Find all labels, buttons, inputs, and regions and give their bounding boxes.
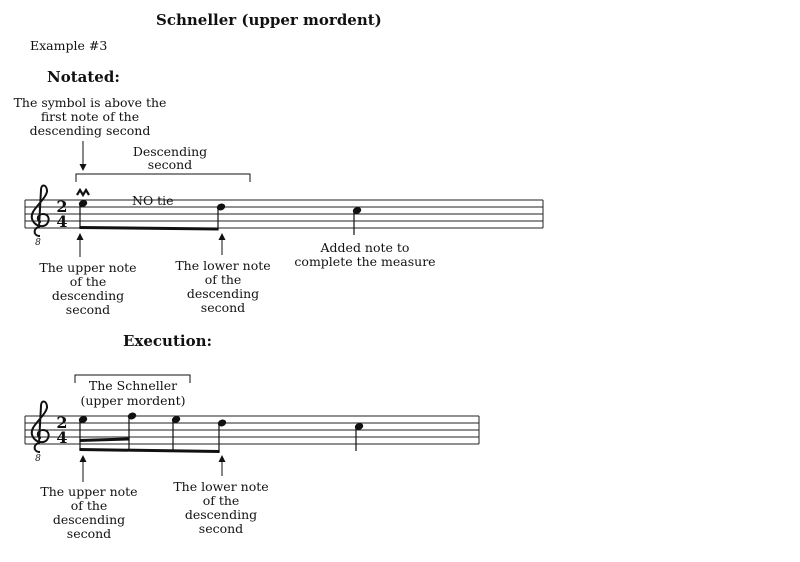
- lower-note-line-4: second: [200, 300, 246, 315]
- note-e-first: [78, 415, 88, 450]
- bracket-label-line-2: second: [147, 157, 193, 172]
- upper-note-line-4: second: [65, 302, 111, 317]
- up-arrow-icon: [77, 233, 84, 257]
- exec-lower-note-line-3: descending: [184, 507, 258, 522]
- treble-clef-icon: [32, 186, 49, 249]
- time-signature: [56, 413, 67, 447]
- lower-note-annotation: [175, 258, 270, 315]
- upper-note-line-1: The upper note: [39, 260, 137, 275]
- symbol-note-line-3: descending second: [29, 123, 151, 138]
- time-signature-denominator: 4: [56, 428, 68, 447]
- upper-note-line-3: descending: [51, 288, 125, 303]
- upper-note-annotation: [39, 260, 136, 317]
- upper-mordent-icon: [77, 190, 89, 195]
- exec-lower-note-annotation: [173, 479, 268, 536]
- exec-upper-note-annotation: [40, 484, 137, 541]
- note-d: [217, 418, 227, 452]
- exec-upper-note-line-1: The upper note: [40, 484, 138, 499]
- note-c: [354, 422, 364, 451]
- down-arrow-icon: [80, 141, 87, 171]
- upper-note-line-2: of the: [69, 274, 107, 289]
- schneller-label-line-2: (upper mordent): [80, 393, 186, 408]
- exec-lower-note-line-2: of the: [202, 493, 240, 508]
- exec-lower-note-line-1: The lower note: [173, 479, 269, 494]
- lower-note-line-1: The lower note: [175, 258, 271, 273]
- note-e-upper: [78, 199, 88, 228]
- up-arrow-icon: [219, 233, 226, 255]
- beam: [79, 438, 219, 454]
- bracket-label-line-1: Descending: [132, 144, 208, 159]
- lower-note-line-2: of the: [204, 272, 242, 287]
- added-note-annotation: [294, 240, 435, 269]
- notated-heading: Notated:: [47, 68, 120, 86]
- exec-upper-note-line-3: descending: [52, 512, 126, 527]
- schneller-label-line-1: The Schneller: [88, 378, 178, 393]
- note-e-second: [171, 415, 181, 451]
- symbol-note-line-2: first note of the: [40, 109, 140, 124]
- exec-lower-note-line-4: second: [198, 521, 244, 536]
- up-arrow-icon: [219, 455, 226, 476]
- clef-octave-mark: 8: [35, 454, 41, 464]
- added-note-line-2: complete the measure: [294, 254, 436, 269]
- example-label: Example #3: [30, 38, 108, 53]
- symbol-note-line-1: The symbol is above the: [13, 95, 167, 110]
- time-signature: [56, 197, 67, 231]
- exec-upper-note-line-4: second: [66, 526, 112, 541]
- descending-second-bracket: [76, 144, 250, 182]
- no-tie-label: NO tie: [132, 193, 174, 208]
- symbol-annotation: [14, 95, 167, 138]
- time-signature-numerator: 2: [56, 197, 68, 216]
- treble-clef-icon: [32, 402, 49, 465]
- execution-heading: Execution:: [123, 332, 213, 350]
- exec-upper-note-line-2: of the: [70, 498, 108, 513]
- note-d-lower: [216, 202, 226, 229]
- beam: [79, 226, 218, 231]
- time-signature-denominator: 4: [56, 212, 68, 231]
- time-signature-numerator: 2: [56, 413, 68, 432]
- schneller-bracket: [75, 375, 190, 408]
- staff-notated: [25, 200, 543, 228]
- clef-octave-mark: 8: [35, 238, 41, 248]
- up-arrow-icon: [80, 455, 87, 482]
- page-title: Schneller (upper mordent): [156, 11, 382, 29]
- added-note-line-1: Added note to: [320, 240, 410, 255]
- note-c-added: [352, 206, 362, 235]
- lower-note-line-3: descending: [186, 286, 260, 301]
